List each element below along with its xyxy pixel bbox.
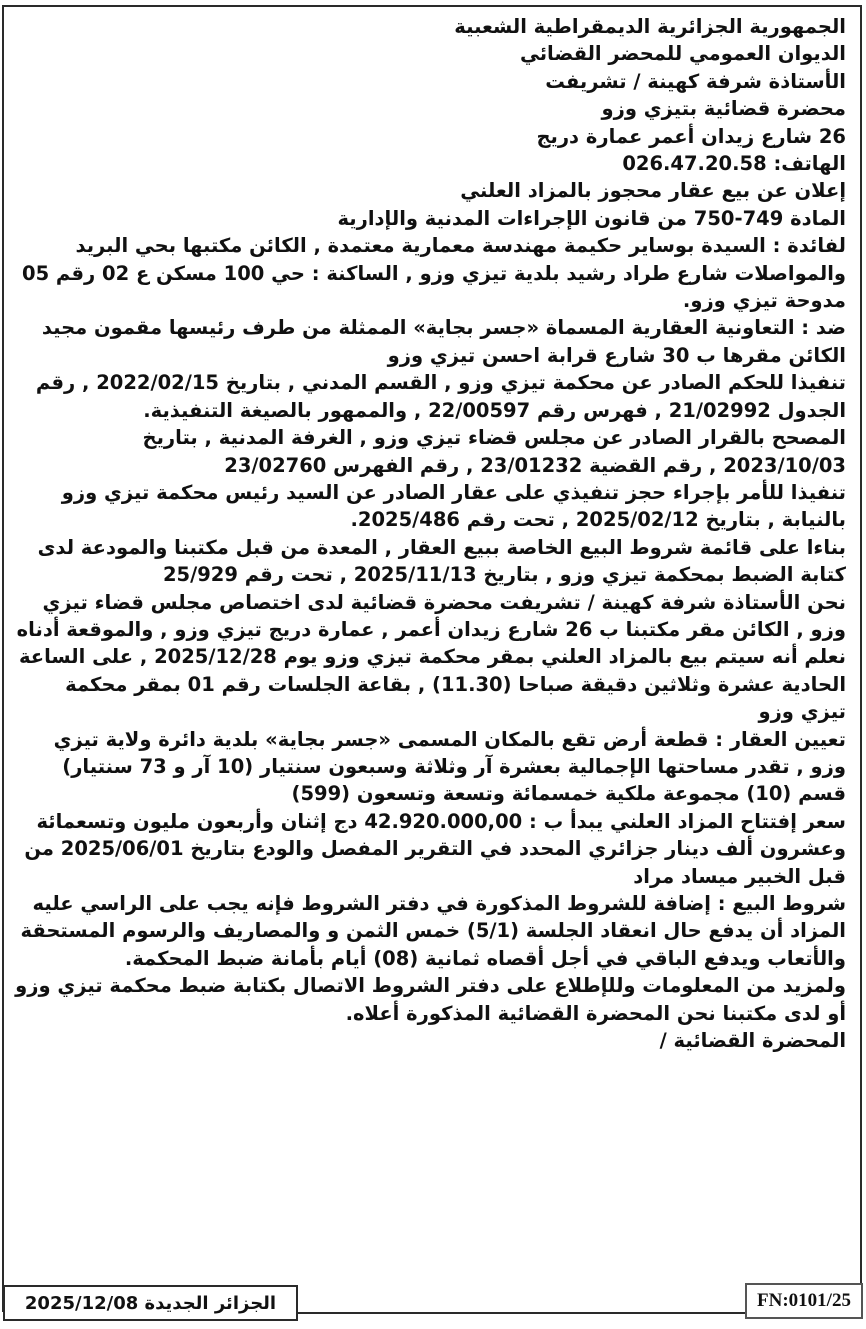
- paragraph-sale-announcement: نحن الأستاذة شرفة كهينة / تشريفت محضرة قضائية لدى اختصاص مجلس قضاء تيزي وزو , الكائن مقر مكتبنا ب 26 شارع زيدان أعمر , عمارة دريج تيزي وزو , والموقعة أدناه نعلم أنه سيتم بيع بالمزاد العلني بمقر محكمة تيزي وزو يوم 2025/12/28 , على الساعة الحادية عشرة وثلاثين دقيقة صباحا (11.30) , بقاعة الجلسات رقم 01 بمقر محكمة تيزي وزو: [16, 590, 846, 724]
- paragraph-more-info: ولمزيد من المعلومات وللإطلاع على دفتر الشروط الاتصال بكتابة ضبط محكمة تيزي وزو أو لدى مكتبنا نحن المحضرة القضائية المذكورة أعلاه.: [15, 974, 846, 1025]
- paragraph-property: تعيين العقار : قطعة أرض تقع بالمكان المسمى «جسر بجاية» بلدية دائرة ولاية تيزي وزو , تقدر مساحتها الإجمالية بعشرة آر وثلاثة وسبعون سنتيار (10 آر و 73 سنتيار) قسم (10) مجموعة ملكية خمسمائة وتسعة وتسعون (599): [53, 727, 846, 806]
- publication-box: [3, 1285, 298, 1321]
- paragraph-beneficiary: لفائدة : السيدة بوساير حكيمة مهندسة معمارية معتمدة , الكائن مكتبها بحي البريد والمواصلات شارع طراد رشيد بلدية تيزي وزو , الساكنة : حي 100 مسكن ع 02 رقم 05 مدوحة تيزي وزو.: [22, 234, 846, 313]
- header-republic: الجمهورية الجزائرية الديمقراطية الشعبية: [454, 15, 846, 38]
- header-phone: الهاتف: 026.47.20.58: [622, 152, 846, 176]
- notice-body: [14, 13, 846, 1054]
- paragraph-conditions-list: بناءا على قائمة شروط البيع الخاصة ببيع العقار , المعدة من قبل مكتبنا والمودعة لدى كتابة الضبط بمحكمة تيزي وزو , بتاريخ 2025/11/13 , تحت رقم 25/929: [37, 535, 846, 587]
- notice-heading: إعلان عن بيع عقار محجوز بالمزاد العلني: [460, 179, 846, 203]
- reference-box: [745, 1283, 863, 1319]
- paragraph-opening-price: سعر إفتتاح المزاد العلني يبدأ ب : 42.920.000,00 دج إثنان وأربعون مليون وتسعمائة وعشرون ألف دينار جزائري المحدد في التقرير المفصل والودع بتاريخ 2025/06/01 من قبل الخبير ميساد مراد: [24, 809, 846, 888]
- header-office: الديوان العمومي للمحضر القضائي: [519, 42, 846, 66]
- bottom-rule: [297, 1312, 746, 1314]
- paragraph-judgment: تنفيذا للحكم الصادر عن محكمة تيزي وزو , القسم المدني , بتاريخ 2022/02/15 , رقم الجدول 21/02992 , فهرس رقم 22/00597 , والممهور بالصيغة التنفيذية.: [35, 371, 846, 422]
- reference-number: FN:0101/25: [757, 1290, 851, 1311]
- publication-label: الجزائر الجديدة 2025/12/08: [24, 1292, 277, 1314]
- paragraph-against: ضد : التعاونية العقارية المسماة «جسر بجاية» الممثلة من طرف رئيسها مقمون مجيد الكائن مقرها ب 30 شارع قرابة احسن تيزي وزو: [41, 316, 846, 367]
- paragraph-seizure-order: تنفيذا للأمر بإجراء حجز تنفيذي على عقار الصادر عن السيد رئيس محكمة تيزي وزو بالنيابة , بتاريخ 2025/02/12 , تحت رقم 2025/486.: [61, 480, 846, 532]
- notice-legal-basis: المادة 749-750 من قانون الإجراءات المدنية والإدارية: [337, 206, 846, 230]
- paragraph-correction: المصحح بالقرار الصادر عن مجلس قضاء تيزي وزو , الغرفة المدنية , بتاريخ 2023/10/03 , رقم القضية 23/01232 , رقم الفهرس 23/02760: [142, 426, 846, 477]
- header-title: محضرة قضائية بتيزي وزو: [601, 97, 846, 121]
- signature: المحضرة القضائية /: [659, 1029, 846, 1053]
- paragraph-sale-terms: شروط البيع : إضافة للشروط المذكورة في دفتر الشروط فإنه يجب على الراسي عليه المزاد أن يدفع حال انعقاد الجلسة (5/1) خمس الثمن و والمصاريف والرسوم المستحقة والأتعاب ويدفع الباقي في أجل أقصاه ثمانية (08) أيام بأمانة ضبط المحكمة.: [20, 892, 846, 970]
- header-address: 26 شارع زيدان أعمر عمارة دريج: [536, 124, 846, 148]
- header-bailiff: الأستاذة شرفة كهينة / تشريفت: [545, 69, 846, 93]
